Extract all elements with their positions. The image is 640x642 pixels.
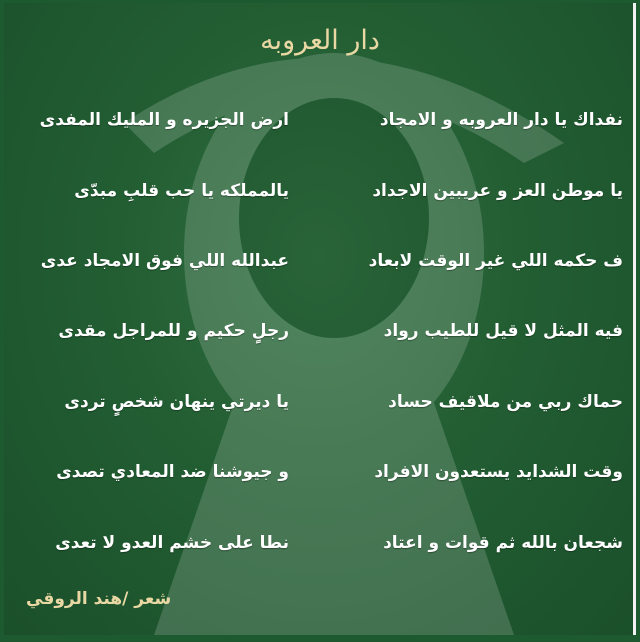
verse-6-second-half: و جيوشنا ضد المعادي تصدى <box>56 462 289 482</box>
verse-7-first-half: شجعان بالله ثم قوات و اعتاد <box>383 533 623 553</box>
verse-7-second-half: نطا على خشم العدو لا تعدى <box>55 533 289 553</box>
verse-4-second-half: رجلٍ حكيم و للمراجل مقدى <box>58 321 289 341</box>
verse-5-second-half: يا ديرتي ينهان شخصٍ تردى <box>64 392 289 412</box>
verse-6-first-half: وقت الشدايد يستعدون الافراد <box>374 462 623 482</box>
poem-poster <box>4 3 636 635</box>
verse-2-second-half: يالمملكه يا حب قلبِ مبدّى <box>74 181 289 201</box>
verse-3-second-half: عبدالله اللي فوق الامجاد عدى <box>40 251 289 271</box>
verse-5-first-half: حماك ربي من ملاقيف حساد <box>388 392 623 412</box>
verse-2-first-half: يا موطن العز و عريبين الاجداد <box>372 181 623 201</box>
verse-1-second-half: ارض الجزيره و المليك المفدى <box>39 110 289 130</box>
poem-title: دار العروبه <box>260 25 380 56</box>
verse-4-first-half: فيه المثل لا قيل للطيب رواد <box>383 321 623 341</box>
verse-3-first-half: ف حكمه اللي غير الوقت لابعاد <box>368 251 623 271</box>
verse-1-first-half: نفداك يا دار العروبه و الامجاد <box>379 110 623 130</box>
poet-credit: شعر /هند الروقي <box>26 589 172 609</box>
